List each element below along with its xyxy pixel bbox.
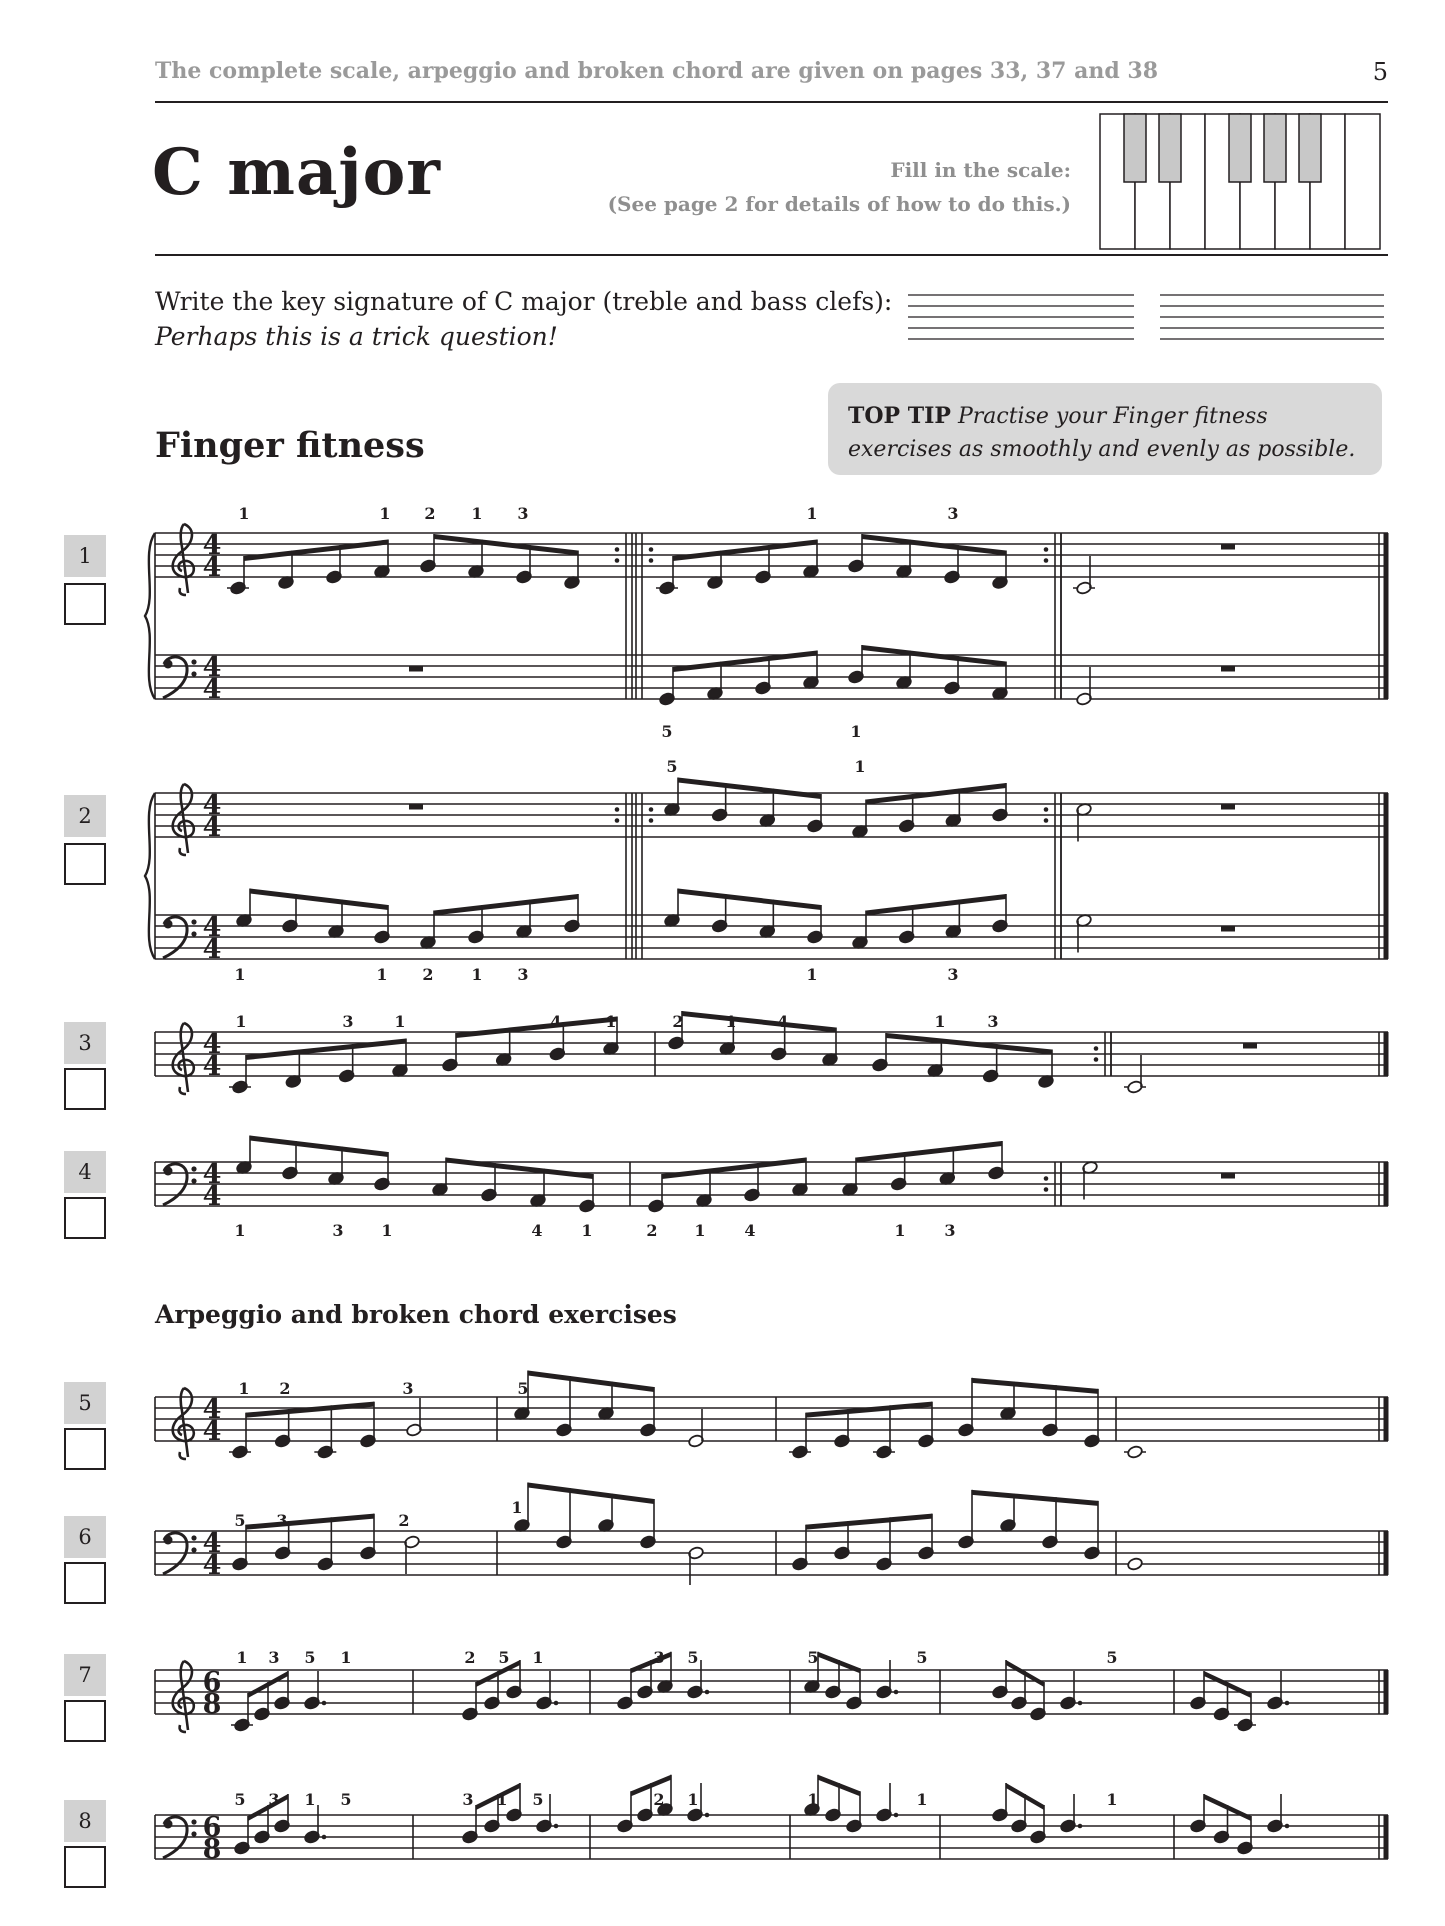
key-signature-instruction: Write the key signature of C major (treble and bass clefs): [155,287,893,316]
time-signature-top: 4 [202,530,222,561]
repeat-dot [615,547,620,552]
time-signature-bottom: 4 [202,674,222,705]
time-signature-bottom: 4 [202,1550,222,1581]
time-signature-top: 4 [202,790,222,821]
fingering-number: 3 [402,1379,414,1398]
exercise-number-8: 8 [64,1800,106,1842]
fingering-number: 1 [238,504,250,523]
whole-note [1127,1445,1144,1459]
whole-rest [409,666,423,672]
bass-clef-dot [164,1536,173,1545]
fingering-number: 5 [498,1648,510,1667]
note-beam [246,1514,374,1530]
fingering-number: 2 [464,1648,476,1667]
time-signature-bottom: 4 [202,1181,222,1212]
augmentation-dot [1078,1824,1083,1829]
fingering-number: 5 [666,757,678,776]
note-beam [456,1017,617,1039]
fingering-number: 3 [987,1012,999,1031]
note-beam [866,783,1006,805]
note-beam [678,778,821,800]
augmentation-dot [705,1690,710,1695]
treble-clef-icon [173,1661,194,1732]
fingering-number: 1 [304,1790,316,1809]
treble-clef-path [173,1388,194,1459]
fingering-number: 1 [379,504,391,523]
note-beam [246,1039,406,1061]
bass-clef-dot [164,1820,173,1829]
repeat-dot [615,558,620,563]
augmentation-dot [705,1813,710,1818]
fingering-number: 2 [653,1790,665,1809]
note-beam [662,1158,806,1180]
grand-staff-brace [145,533,155,699]
fingering-number: 2 [279,1379,291,1398]
exercise-number-1: 1 [64,535,106,577]
fingering-number: 1 [934,1012,946,1031]
repeat-dot [1044,1187,1049,1192]
note-beam [673,540,817,562]
exercise-number-6: 6 [64,1516,106,1558]
fingering-number: 1 [511,1498,523,1517]
repeat-dot [1044,807,1049,812]
fingering-number: 3 [517,504,529,523]
fingering-number: 2 [424,504,436,523]
repeat-dot [649,558,654,563]
note-beam [806,1514,932,1530]
fingering-number: 1 [581,1221,593,1240]
fingering-number: 1 [806,965,818,984]
fingering-number: 3 [944,1221,956,1240]
fingering-number: 5 [687,1648,699,1667]
note-beam [678,889,821,911]
note-beam [244,540,388,562]
note-beam [434,894,578,916]
repeat-dot [1094,1046,1099,1051]
top-tip-label: TOP TIP [848,403,951,429]
key-signature-note: Perhaps this is a trick question! [155,322,558,351]
top-tip-text: Practise your Finger fitness exercises as smoothly and evenly as possible. [848,404,1356,462]
fingering-number: 5 [517,1379,529,1398]
fingering-number: 1 [238,1379,250,1398]
augmentation-dot [554,1701,559,1706]
arpeggio-heading: Arpeggio and broken chord exercises [155,1300,677,1329]
time-signature-top: 4 [202,1394,222,1425]
repeat-dot [1044,558,1049,563]
bass-clef-dot [191,1535,196,1540]
page-number: 5 [1372,58,1388,86]
fingering-number: 1 [894,1221,906,1240]
time-signature-bottom: 8 [202,1834,222,1865]
fingering-number: 5 [661,722,673,741]
augmentation-dot [894,1690,899,1695]
note-beam [972,1378,1098,1394]
augmentation-dot [322,1701,327,1706]
whole-rest [409,804,423,810]
fingering-number: 1 [916,1790,928,1809]
time-signature-top: 4 [202,1029,222,1060]
fingering-number: 1 [1106,1790,1118,1809]
bass-clef-dot [164,920,173,929]
time-signature-bottom: 4 [202,552,222,583]
note-beam [528,1483,654,1505]
fingering-number: 3 [276,1511,288,1530]
finger-fitness-heading: Finger fitness [155,425,425,466]
fingering-number: 5 [1106,1648,1118,1667]
grand-staff-brace [145,793,155,959]
bass-clef-dot [164,1167,173,1176]
fingering-number: 3 [947,504,959,523]
whole-rest [1221,544,1235,550]
augmentation-dot [894,1813,899,1818]
note-beam [866,894,1006,916]
bass-clef-dot [191,1819,196,1824]
note-beam [250,889,388,911]
exercise-number-4: 4 [64,1151,106,1193]
augmentation-dot [322,1835,327,1840]
fingering-number: 1 [807,1790,819,1809]
time-signature-bottom: 4 [202,1416,222,1447]
fingering-number: 5 [532,1790,544,1809]
augmentation-dot [554,1824,559,1829]
note-beam [246,1402,374,1418]
note-beam [434,534,578,556]
bass-clef-dot [164,660,173,669]
note-beam [446,1158,593,1180]
note-beam [972,1490,1098,1506]
fingering-number: 5 [304,1648,316,1667]
repeat-dot [1044,1176,1049,1181]
fingering-number: 1 [854,757,866,776]
bass-clef-dot [191,1178,196,1183]
fingering-number: 1 [850,722,862,741]
bass-clef-dot [191,671,196,676]
time-signature-top: 4 [202,1159,222,1190]
exercise-number-7: 7 [64,1654,106,1696]
repeat-dot [615,818,620,823]
note-beam [806,1402,932,1418]
fingering-number: 2 [646,1221,658,1240]
note-beam [528,1371,654,1393]
fill-scale-label: Fill in the scale: [890,158,1071,182]
exercise-number-3: 3 [64,1022,106,1064]
treble-clef-path [173,784,194,855]
time-signature-top: 4 [202,1528,222,1559]
whole-rest [1221,804,1235,810]
time-signature-top: 4 [202,652,222,683]
fingering-number: 1 [234,965,246,984]
fingering-number: 1 [806,504,818,523]
fingering-number: 1 [340,1648,352,1667]
time-signature-top: 4 [202,912,222,943]
fingering-number: 3 [462,1790,474,1809]
fingering-number: 3 [653,1648,665,1667]
fingering-number: 1 [725,1012,737,1031]
treble-clef-icon [173,784,194,855]
note-beam [673,651,817,673]
fingering-number: 1 [605,1012,617,1031]
fingering-number: 2 [672,1012,684,1031]
repeat-dot [649,547,654,552]
repeat-dot [1044,818,1049,823]
time-signature-bottom: 4 [202,1051,222,1082]
fingering-number: 1 [236,1648,248,1667]
fingering-number: 1 [687,1790,699,1809]
fingering-number: 2 [398,1511,410,1530]
time-signature-bottom: 8 [202,1689,222,1720]
fingering-number: 3 [947,965,959,984]
fingering-number: 3 [517,965,529,984]
time-signature-top: 6 [202,1667,222,1698]
note-beam [856,1141,1002,1163]
whole-rest [1221,926,1235,932]
fingering-number: 3 [268,1790,280,1809]
repeat-dot [649,818,654,823]
header-note: The complete scale, arpeggio and broken chord are given on pages 33, 37 and 38 [155,58,1159,84]
bass-clef-dot [191,1831,196,1836]
whole-note [1127,1557,1144,1571]
repeat-dot [615,807,620,812]
fingering-number: 1 [381,1221,393,1240]
fingering-number: 5 [807,1648,819,1667]
whole-rest [1243,1043,1257,1049]
fingering-number: 1 [234,1221,246,1240]
fingering-number: 5 [340,1790,352,1809]
fingering-number: 1 [532,1648,544,1667]
repeat-dot [649,807,654,812]
note-beam [886,1033,1052,1055]
exercise-number-2: 2 [64,795,106,837]
note-beam [862,534,1006,556]
treble-clef-path [173,1661,194,1732]
time-signature-bottom: 4 [202,812,222,843]
bass-clef-dot [191,1547,196,1552]
whole-rest [1221,1173,1235,1179]
treble-clef-icon [173,1388,194,1459]
fingering-number: 4 [777,1012,789,1031]
bass-clef-dot [191,919,196,924]
note-beam [682,1011,836,1033]
augmentation-dot [1285,1701,1290,1706]
treble-clef-path [173,524,194,595]
time-signature-bottom: 4 [202,934,222,965]
fingering-number: 3 [342,1012,354,1031]
note-beam [250,1136,388,1158]
time-signature-top: 6 [202,1812,222,1843]
fingering-number: 1 [471,965,483,984]
fingering-number: 5 [916,1648,928,1667]
fingering-number: 5 [234,1511,246,1530]
fingering-number: 3 [332,1221,344,1240]
fingering-number: 1 [394,1012,406,1031]
fingering-number: 1 [471,504,483,523]
fingering-number: 4 [531,1221,543,1240]
augmentation-dot [1078,1701,1083,1706]
fingering-number: 1 [496,1790,508,1809]
exercise-number-5: 5 [64,1382,106,1424]
bass-clef-dot [191,1166,196,1171]
repeat-dot [1044,547,1049,552]
fingering-number: 4 [550,1012,562,1031]
note-beam [862,645,1006,667]
fingering-number: 2 [422,965,434,984]
fill-scale-hint: (See page 2 for details of how to do this.) [607,192,1071,216]
augmentation-dot [1285,1824,1290,1829]
whole-rest [1221,666,1235,672]
fingering-number: 5 [234,1790,246,1809]
bass-clef-dot [191,659,196,664]
treble-clef-icon [173,1023,194,1094]
fingering-number: 3 [268,1648,280,1667]
repeat-dot [1094,1057,1099,1062]
fingering-number: 1 [376,965,388,984]
fingering-number: 1 [235,1012,247,1031]
fingering-number: 4 [744,1221,756,1240]
bass-clef-dot [191,931,196,936]
treble-clef-path [173,1023,194,1094]
fingering-number: 1 [694,1221,706,1240]
page-title: C major [152,135,441,210]
treble-clef-icon [173,524,194,595]
